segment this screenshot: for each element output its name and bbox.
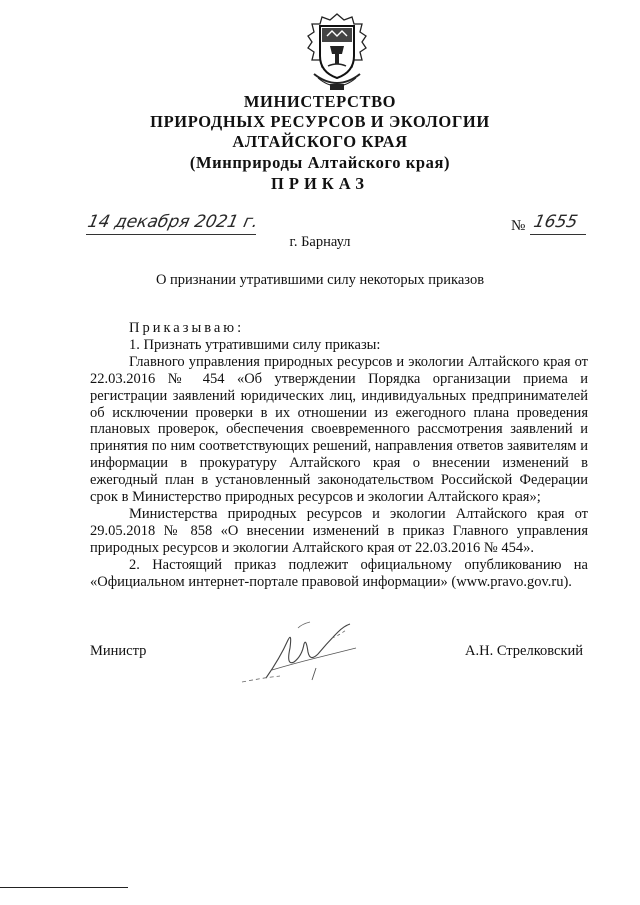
ministry-title-line-3: АЛТАЙСКОГО КРАЯ	[232, 132, 408, 151]
ministry-title-line-1: МИНИСТЕРСТВО	[243, 92, 397, 111]
order-body	[90, 320, 588, 591]
order-item-1: 1. Признать утратившими силу приказы:	[129, 336, 381, 353]
ministry-short-name: (Минприроды Алтайского края)	[189, 153, 451, 172]
handwritten-signature	[232, 618, 372, 690]
order-word: Приказываю:	[129, 320, 245, 336]
city: г. Барнаул	[289, 234, 351, 250]
order-paragraph-1: Главного управления природных ресурсов и экологии Алтайского края от 22.03.2016 № 454 «Об утверждении Порядка организации приема и регистрации заявлений юридических лиц, индивидуальных предпринимателей об исключении проверки в их отношении из ежегодного плана проведения плановых проверок, обеспечения своевременного рассмотрения заявлений и принятия по ним соответствующих решений, направления ответов заявителям и информации в прокуратуру Алтайского края о внесении изменений в ежегодный план в установленный законодательством Российской Федерации срок в Министерство природных ресурсов и экологии Алтайского края»;	[90, 353, 588, 506]
order-subject: О признании утратившими силу некоторых приказов	[155, 272, 485, 288]
footer-rule	[0, 887, 128, 888]
handwritten-number: 1655	[531, 212, 580, 232]
order-paragraph-2: Министерства природных ресурсов и экологии Алтайского края от 29.05.2018 № 858 «О внесении изменений в приказ Главного управления природных ресурсов и экологии Алтайского края от 22.03.2016 № 454».	[90, 505, 588, 556]
handwritten-date: 14 декабря 2021 г.	[85, 212, 260, 232]
signatory-role: Министр	[90, 643, 147, 659]
coat-of-arms-emblem	[300, 12, 374, 94]
ministry-title-line-2: ПРИРОДНЫХ РЕСУРСОВ И ЭКОЛОГИИ	[150, 112, 490, 131]
document-type: ПРИКАЗ	[271, 174, 369, 193]
number-label: №	[511, 218, 526, 234]
signatory-name: А.Н. Стрелковский	[465, 643, 584, 659]
order-item-2: 2. Настоящий приказ подлежит официальному опубликованию на «Официальном интернет-портале правовой информации» (www.pravo.gov.ru).	[90, 556, 588, 590]
